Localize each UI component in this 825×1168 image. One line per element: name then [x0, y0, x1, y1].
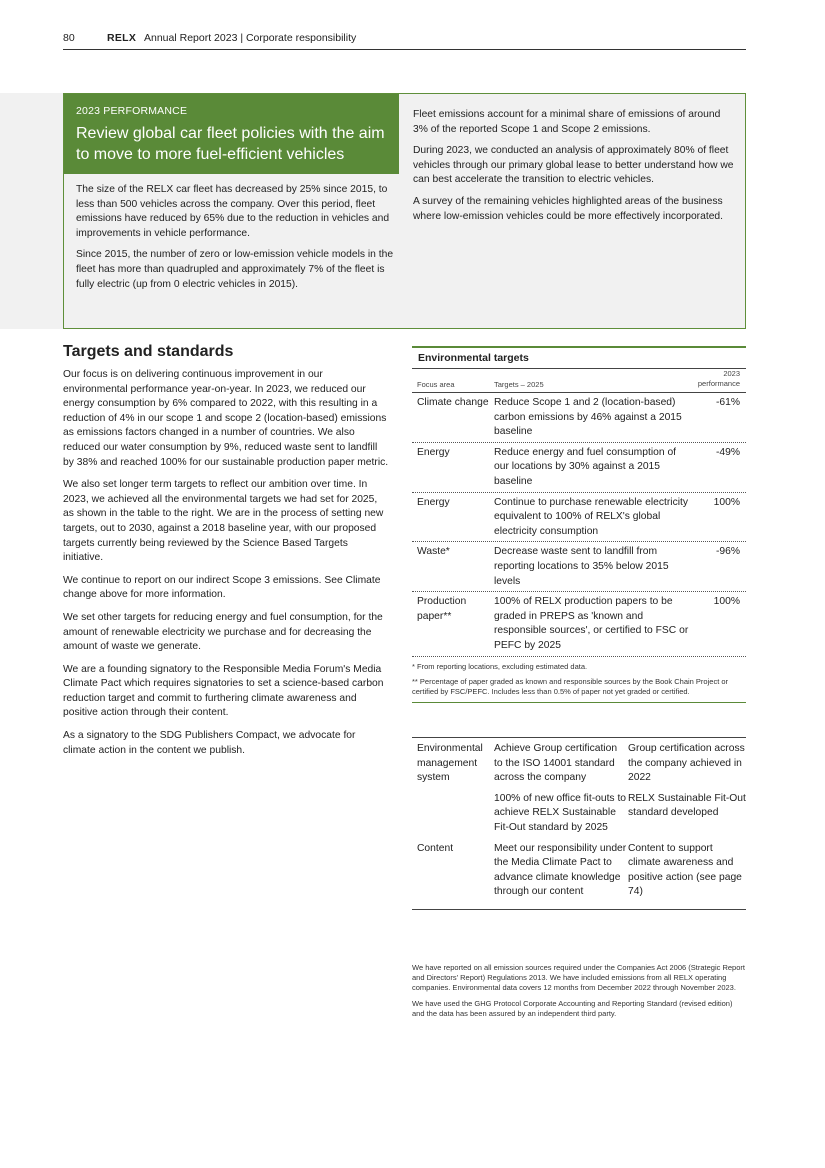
table-row: [412, 792, 746, 836]
performance-header: [64, 94, 399, 174]
targets-section: [63, 343, 390, 766]
target-cell: Reduce energy and fuel consumption of our locations by 30% against a 2015 baseline: [494, 446, 677, 487]
focus-area-cell: [412, 792, 494, 836]
paragraph: A survey of the remaining vehicles highlighted areas of the business where low-emission vehicles could be more effectively incorporated.: [413, 195, 724, 222]
performance-panel: [63, 93, 746, 329]
performance-cell: -61%: [715, 397, 740, 408]
focus-area-cell: Production paper**: [417, 596, 467, 622]
table-note: ** Percentage of paper graded as known and responsible sources by the Book Chain Project or certified by FSC/PEFC. Includes less than 0.5% of paper not yet graded or certified.: [412, 676, 729, 696]
table-row: [412, 493, 746, 543]
table-row: [412, 592, 746, 656]
report-title: Annual Report 2023 | Corporate responsibility: [144, 32, 357, 44]
table-row: [412, 443, 746, 493]
performance-kicker: 2023 PERFORMANCE: [76, 105, 188, 117]
table-row: [412, 742, 746, 786]
performance-cell: -96%: [715, 546, 740, 558]
table-note: * From reporting locations, excluding estimated data.: [412, 661, 588, 671]
target-cell: Achieve Group certification to the ISO 14001 standard across the company: [494, 743, 618, 784]
footnotes: [412, 963, 746, 1025]
paragraph: Since 2015, the number of zero or low-emission vehicle models in the fleet has more than quadrupled and approximately 7% of the fleet is fully electric (up from 0 electric vehicles in 2015).: [76, 249, 394, 290]
performance-title: Review global car fleet policies with the aim to move to more fuel-efficient vehicles: [76, 125, 385, 163]
footnote: We have reported on all emission sources required under the Companies Act 2006 (Strategic Report and Directors' Report) Regulations 2013. We have included emissions from all RELX operating companies. Environmental data covers 12 months from December 2022 through November 2023.: [412, 963, 745, 992]
column-header: 2023 performance: [697, 369, 740, 388]
column-header: Targets – 2025: [494, 380, 544, 389]
divider: [412, 702, 746, 703]
table-notes: [412, 662, 746, 697]
grey-margin-band: [0, 93, 63, 329]
paragraph: We continue to report on our indirect Scope 3 emissions. See Climate change above for more information.: [63, 574, 381, 601]
column-header: Focus area: [417, 380, 455, 389]
table-row: [412, 542, 746, 592]
footnote: We have used the GHG Protocol Corporate Accounting and Reporting Standard (revised edition) and the data has been assured by an independent third party.: [412, 999, 733, 1018]
focus-area-cell: Energy: [417, 446, 450, 458]
other-targets-table: [412, 737, 746, 910]
performance-cell: -49%: [715, 446, 740, 458]
performance-right-text: [413, 108, 735, 231]
page-header: [63, 32, 746, 50]
environmental-targets-table: [412, 346, 746, 703]
paragraph: We are a founding signatory to the Responsible Media Forum's Media Climate Pact which requires signatories to set a science-based carbon reduction target and commit to furthering climate awareness and positive action through their content.: [63, 663, 384, 719]
performance-cell: Group certification across the company achieved in 2022: [628, 743, 745, 784]
target-cell: 100% of new office fit-outs to achieve RELX Sustainable Fit-Out standard by 2025: [494, 792, 627, 833]
paragraph: As a signatory to the SDG Publishers Compact, we advocate for climate action in the content we publish.: [63, 730, 356, 756]
section-heading: Targets and standards: [63, 343, 234, 360]
paragraph: Our focus is on delivering continuous improvement in our environmental performance year-on-year. In 2023, we reduced our energy consumption by 6% compared to 2022, with this resulting in a reduction of 4% in our scope 1 and scope 2 (location-based) emissions as emissions factors changed in a number of countries. We also reduced our water consumption by 9%, reduced waste sent to landfill by 38% and reached 100% for our sustainable production paper metric.: [63, 369, 389, 468]
performance-cell: 100%: [713, 496, 740, 508]
performance-cell: RELX Sustainable Fit-Out standard developed: [628, 792, 746, 819]
focus-area-cell: Content: [417, 842, 454, 854]
target-cell: Continue to purchase renewable electricity equivalent to 100% of RELX's global electricity consumption: [494, 496, 689, 537]
paragraph: We set other targets for reducing energy and fuel consumption, for the amount of renewable electricity we purchase and for decreasing the amount of waste we generate.: [63, 611, 383, 653]
target-cell: Decrease waste sent to landfill from reporting locations to 35% below 2015 levels: [494, 546, 669, 587]
paragraph: The size of the RELX car fleet has decreased by 25% since 2015, to less than 500 vehicles across the company. Over this period, fleet emissions have reduced by 65% due to the reduction in vehicles and improvements in vehicle performance.: [76, 184, 390, 239]
target-cell: Reduce Scope 1 and 2 (location-based) carbon emissions by 46% against a 2015 baseline: [494, 397, 682, 438]
paragraph: We also set longer term targets to reflect our ambition over time. In 2023, we achieved all the environmental targets we had set for 2025, as shown in the table to the right. We are in the process of setting new targets, out to 2030, against a 2018 baseline year, with our proposed targets currently being reviewed by the Science Based Targets initiative.: [63, 479, 384, 564]
focus-area-cell: Waste*: [417, 546, 450, 558]
target-cell: 100% of RELX production papers to be graded in PREPS as 'known and responsible sources', or certified to FSC or PEFC by 2025: [494, 596, 689, 651]
paragraph: During 2023, we conducted an analysis of approximately 80% of fleet vehicles through our primary global lease to better understand how we can best accelerate the transition to electric vehicles.: [413, 145, 734, 186]
page-number: 80: [63, 32, 75, 44]
table-row: [412, 393, 746, 443]
focus-area-cell: Energy: [417, 496, 450, 508]
performance-left-text: [76, 183, 396, 299]
focus-area-cell: Climate change: [417, 397, 489, 408]
table-header-row: [412, 369, 746, 393]
table-title: Environmental targets: [412, 346, 746, 369]
performance-cell: Content to support climate awareness and positive action (see page 74): [628, 842, 742, 898]
focus-area-cell: Environmental management system: [417, 743, 483, 784]
target-cell: Meet our responsibility under the Media Climate Pact to advance climate knowledge through our content: [494, 842, 627, 898]
paragraph: Fleet emissions account for a minimal share of emissions of around 3% of the reported Scope 1 and Scope 2 emissions.: [413, 109, 721, 135]
brand-name: RELX: [107, 32, 137, 44]
table-row: [412, 842, 746, 900]
performance-cell: 100%: [713, 596, 740, 608]
